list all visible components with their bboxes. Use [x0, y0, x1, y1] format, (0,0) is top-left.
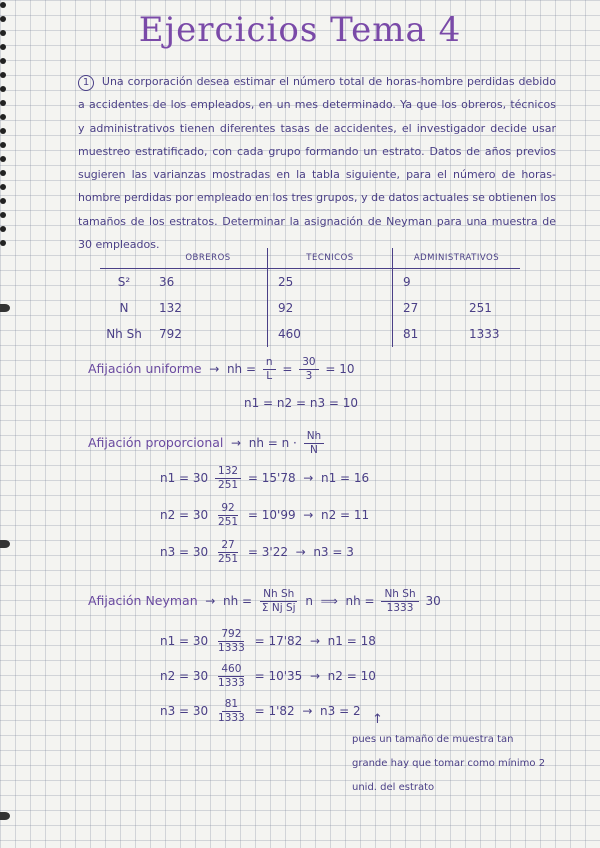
fraction: $\frac{92}{251}$: [218, 502, 239, 528]
row-approx: = 15'78: [247, 471, 296, 485]
table-cell: 27: [402, 301, 419, 315]
neyman-lhs2: nh =: [345, 594, 375, 608]
proporcional-lhs: nh = n ·: [248, 436, 297, 450]
arrow-icon: →: [231, 436, 242, 450]
arrow-icon: →: [205, 594, 216, 608]
fraction: $\frac{132}{251}$: [215, 465, 241, 492]
neyman-rhs: 30: [425, 594, 441, 608]
row-result: n1 = 18: [327, 634, 376, 648]
table-cell-total: [459, 269, 520, 296]
row-label: Nh Sh: [106, 327, 142, 341]
arrow-icon: →: [295, 545, 306, 559]
header-administrativos: ADMINISTRATIVOS: [392, 248, 520, 269]
arrow-icon: →: [303, 471, 314, 485]
row-lhs: n3 = 30: [160, 545, 209, 559]
row-label: N: [119, 301, 129, 315]
neyman-row: [160, 698, 361, 725]
proporcional-label: Afijación proporcional: [88, 435, 224, 450]
row-lhs: n3 = 30: [160, 704, 209, 718]
note-arrow-icon: ↑: [372, 712, 383, 727]
neyman-row: [160, 628, 376, 655]
table-cell: 460: [268, 321, 393, 347]
row-result: n3 = 3: [313, 545, 354, 559]
header-tecnicos: TECNICOS: [268, 248, 393, 269]
row-approx: = 10'35: [254, 669, 303, 683]
header-obreros: OBREROS: [149, 248, 268, 269]
arrow-icon: →: [309, 634, 321, 648]
exercise-number: 1: [78, 75, 94, 91]
row-lhs: n1 = 30: [160, 471, 209, 485]
table-cell: 132: [149, 295, 268, 321]
uniforme-result: = 10: [325, 362, 355, 376]
neyman-row: [160, 663, 376, 690]
table-cell: 36: [149, 269, 268, 296]
row-approx: = 17'82: [254, 634, 303, 648]
arrow-icon: →: [209, 362, 220, 376]
row-approx: = 3'22: [247, 545, 288, 559]
problem-text: Una corporación desea estimar el número total de horas-hombre perdidas debido a accidentes de los empleados, en un mes determinado. Ya que los obreros, técnicos y administrativos tienen diferentes tasas de accidentes, el investigador decide usar muestreo estratificado, con cada grupo formando un estrato. Datos de años previos sugieren las varianzas mostradas en la tabla siguiente, para el número de horas-hombre perdidas por empleado en los tres grupos, y de datos actuales se obtienen los tamaños de los estratos. Determinar la asignación de Neyman para una muestra de 30 empleados.: [78, 75, 556, 252]
table-cell: 25: [268, 269, 393, 296]
neyman-label: Afijación Neyman: [88, 593, 198, 608]
row-approx: = 10'99: [247, 508, 296, 522]
row-lhs: n2 = 30: [160, 669, 209, 683]
table-header-row: [100, 248, 520, 269]
table-cell: 9: [402, 275, 411, 289]
table-row: [100, 269, 520, 296]
row-result: n2 = 10: [327, 669, 376, 683]
table-cell-total: 251: [469, 301, 492, 315]
neyman-lhs: nh =: [223, 594, 253, 608]
fraction: $\frac{27}{251}$: [218, 539, 239, 565]
table-row: [100, 295, 520, 321]
proporcional-formula: [88, 430, 327, 457]
row-result: n2 = 11: [320, 508, 370, 522]
uniforme-lhs: nh =: [226, 362, 257, 376]
arrow-icon: →: [303, 508, 314, 522]
table-row: [100, 321, 520, 347]
table-corner: [100, 248, 149, 269]
page-title: Ejercicios Tema 4: [138, 10, 462, 50]
neyman-n: n: [305, 594, 314, 608]
proporcional-row: [160, 502, 369, 529]
uniforme-line2: n1 = n2 = n3 = 10: [244, 396, 359, 410]
row-result: n3 = 2: [320, 704, 361, 718]
row-approx: = 1'82: [254, 704, 295, 718]
fraction: $\frac{\text{Nh Sh}}{\text{Σ Nj Sj}}$: [261, 588, 296, 614]
uniforme-formula: Afijación uniforme → nh = $\frac{n}{L}$ = $\frac{30}{3}$ = 10: [88, 356, 355, 382]
table-cell: 81: [402, 327, 419, 341]
fraction: $\frac{460}{1333}$: [218, 663, 245, 689]
proporcional-row: [160, 465, 369, 492]
row-lhs: n2 = 30: [160, 508, 209, 522]
table-cell-total: 1333: [469, 327, 500, 341]
row-label: S²: [117, 275, 131, 289]
arrow-icon: →: [309, 669, 321, 683]
fraction: $\frac{792}{1333}$: [218, 628, 245, 654]
table-cell: 792: [149, 321, 268, 347]
row-lhs: n1 = 30: [160, 634, 209, 648]
fraction: $\frac{30}{3}$: [299, 356, 318, 383]
table-cell: 92: [268, 295, 393, 321]
problem-statement: [78, 70, 556, 256]
row-result: n1 = 16: [320, 471, 370, 485]
data-table: [100, 248, 520, 347]
proporcional-row: [160, 539, 354, 566]
fraction: $\frac{\text{Nh Sh}}{1333}$: [381, 588, 418, 615]
fraction: $\frac{n}{L}$: [263, 356, 276, 383]
fraction: $\frac{Nh}{N}$: [304, 430, 325, 457]
binder-holes: [0, 0, 14, 848]
implies-icon: ⟹: [320, 594, 338, 608]
uniforme-label: Afijación uniforme: [88, 361, 202, 376]
neyman-note: pues un tamaño de muestra tan grande hay que tomar como mínimo 2 unid. del estrato: [352, 734, 546, 793]
neyman-formula: [88, 588, 441, 615]
fraction: $\frac{81}{1333}$: [218, 698, 245, 724]
arrow-icon: →: [302, 704, 313, 718]
